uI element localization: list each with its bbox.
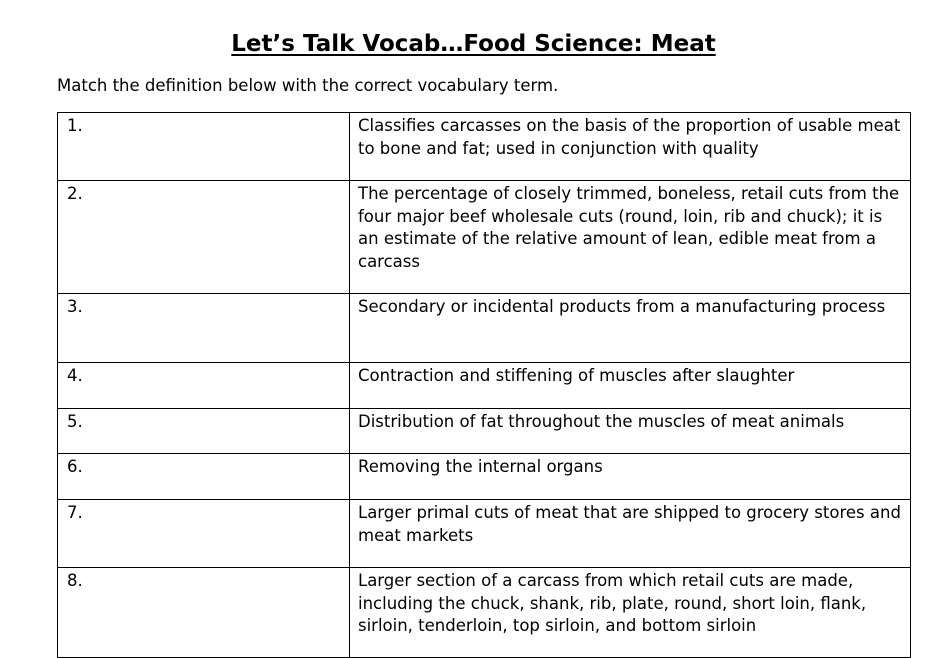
term-number-cell[interactable]: 8. bbox=[58, 568, 350, 658]
table-row bbox=[58, 409, 911, 454]
instructions-text: Match the definition below with the correct vocabulary term. bbox=[57, 76, 559, 95]
definition-cell: The percentage of closely trimmed, boneless, retail cuts from the four major beef wholesale cuts (round, loin, rib and chuck); it is an estimate of the relative amount of lean, edible meat from a carcass bbox=[350, 181, 911, 294]
term-number-cell[interactable]: 1. bbox=[58, 113, 350, 181]
term-number-cell[interactable]: 4. bbox=[58, 363, 350, 409]
table-row bbox=[58, 363, 911, 409]
table-row bbox=[58, 568, 911, 658]
definition-cell: Classifies carcasses on the basis of the proportion of usable meat to bone and fat; used in conjunction with quality bbox=[350, 113, 911, 181]
table-row bbox=[58, 294, 911, 363]
table-row bbox=[58, 454, 911, 500]
definition-cell: Removing the internal organs bbox=[350, 454, 911, 500]
vocab-table bbox=[57, 112, 911, 658]
table-row bbox=[58, 181, 911, 294]
term-number-cell[interactable]: 7. bbox=[58, 500, 350, 568]
term-number-cell[interactable]: 2. bbox=[58, 181, 350, 294]
definition-cell: Larger primal cuts of meat that are shipped to grocery stores and meat markets bbox=[350, 500, 911, 568]
definition-cell: Secondary or incidental products from a manufacturing process bbox=[350, 294, 911, 363]
term-number-cell[interactable]: 5. bbox=[58, 409, 350, 454]
term-number-cell[interactable]: 3. bbox=[58, 294, 350, 363]
definition-cell: Distribution of fat throughout the muscles of meat animals bbox=[350, 409, 911, 454]
table-row bbox=[58, 113, 911, 181]
definition-cell: Larger section of a carcass from which retail cuts are made, including the chuck, shank, rib, plate, round, short loin, flank, sirloin, tenderloin, top sirloin, and bottom sirloin bbox=[350, 568, 911, 658]
table-row bbox=[58, 500, 911, 568]
term-number-cell[interactable]: 6. bbox=[58, 454, 350, 500]
page-title: Let’s Talk Vocab…Food Science: Meat bbox=[231, 31, 716, 57]
definition-cell: Contraction and stiffening of muscles after slaughter bbox=[350, 363, 911, 409]
